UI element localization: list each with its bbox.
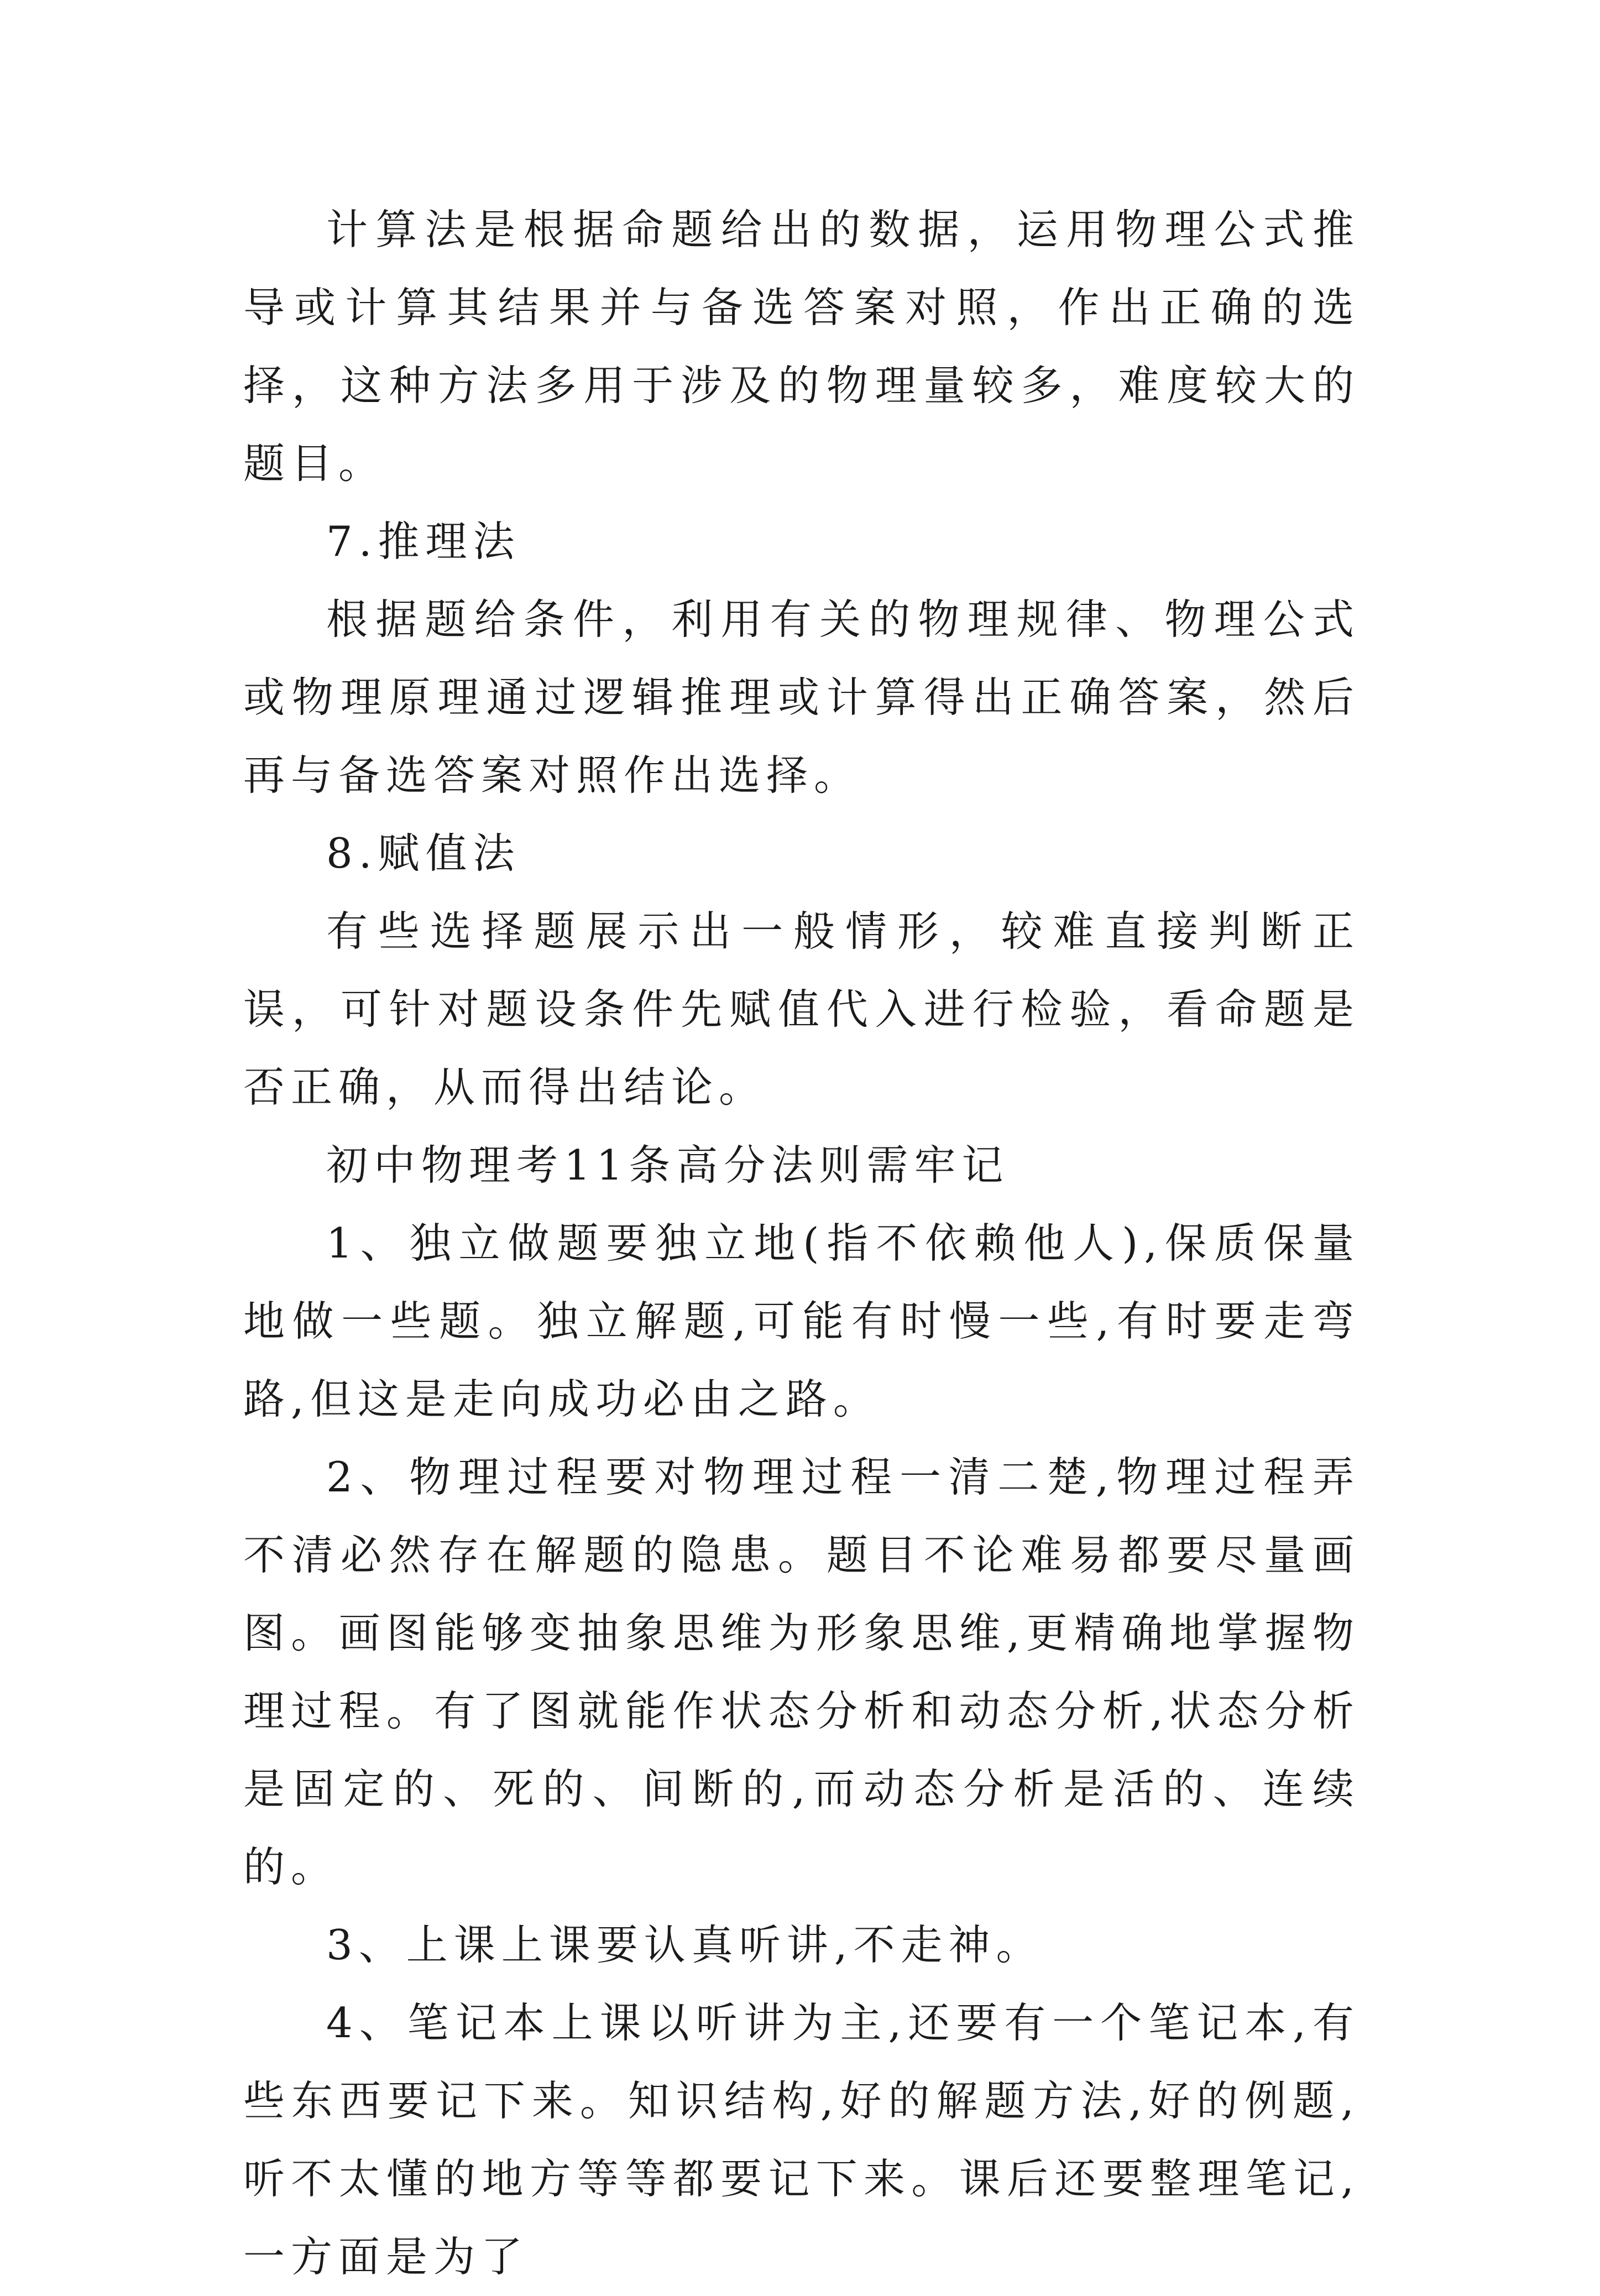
rule-4-paragraph: 4、笔记本上课以听讲为主,还要有一个笔记本,有些东西要记下来。知识结构,好的解题方法,好的例题,听不太懂的地方等等都要记下来。课后还要整理笔记,一方面是为了 xyxy=(243,1998,1360,2281)
paragraph-calculation-method: 计算法是根据命题给出的数据，运用物理公式推导或计算其结果并与备选答案对照，作出正确的选择，这种方法多用于涉及的物理量较多，难度较大的题目。 xyxy=(243,205,1360,488)
paragraph-reasoning-method: 根据题给条件，利用有关的物理规律、物理公式或物理原理通过逻辑推理或计算得出正确答案，然后再与备选答案对照作出选择。 xyxy=(243,595,1360,800)
section-title: 初中物理考11条高分法则需牢记 xyxy=(326,1141,1010,1189)
rule-1-paragraph: 1、独立做题要独立地(指不依赖他人),保质保量地做一些题。独立解题,可能有时慢一些,有时要走弯路,但这是走向成功必由之路。 xyxy=(243,1219,1360,1423)
document-body xyxy=(243,191,1360,2296)
rule-2-paragraph: 2、物理过程要对物理过程一清二楚,物理过程弄不清必然存在解题的隐患。题目不论难易都要尽量画图。画图能够变抽象思维为形象思维,更精确地掌握物理过程。有了图就能作状态分析和动态分析,状态分析是固定的、死的、间断的,而动态分析是活的、连续的。 xyxy=(243,1453,1360,1891)
heading-reasoning-method: 7.推理法 xyxy=(326,517,521,566)
rule-3-paragraph: 3、上课上课要认真听讲,不走神。 xyxy=(326,1921,1044,1969)
paragraph-assignment-method: 有些选择题展示出一般情形，较难直接判断正误，可针对题设条件先赋值代入进行检验，看命题是否正确，从而得出结论。 xyxy=(243,907,1360,1112)
heading-assignment-method: 8.赋值法 xyxy=(326,829,521,878)
